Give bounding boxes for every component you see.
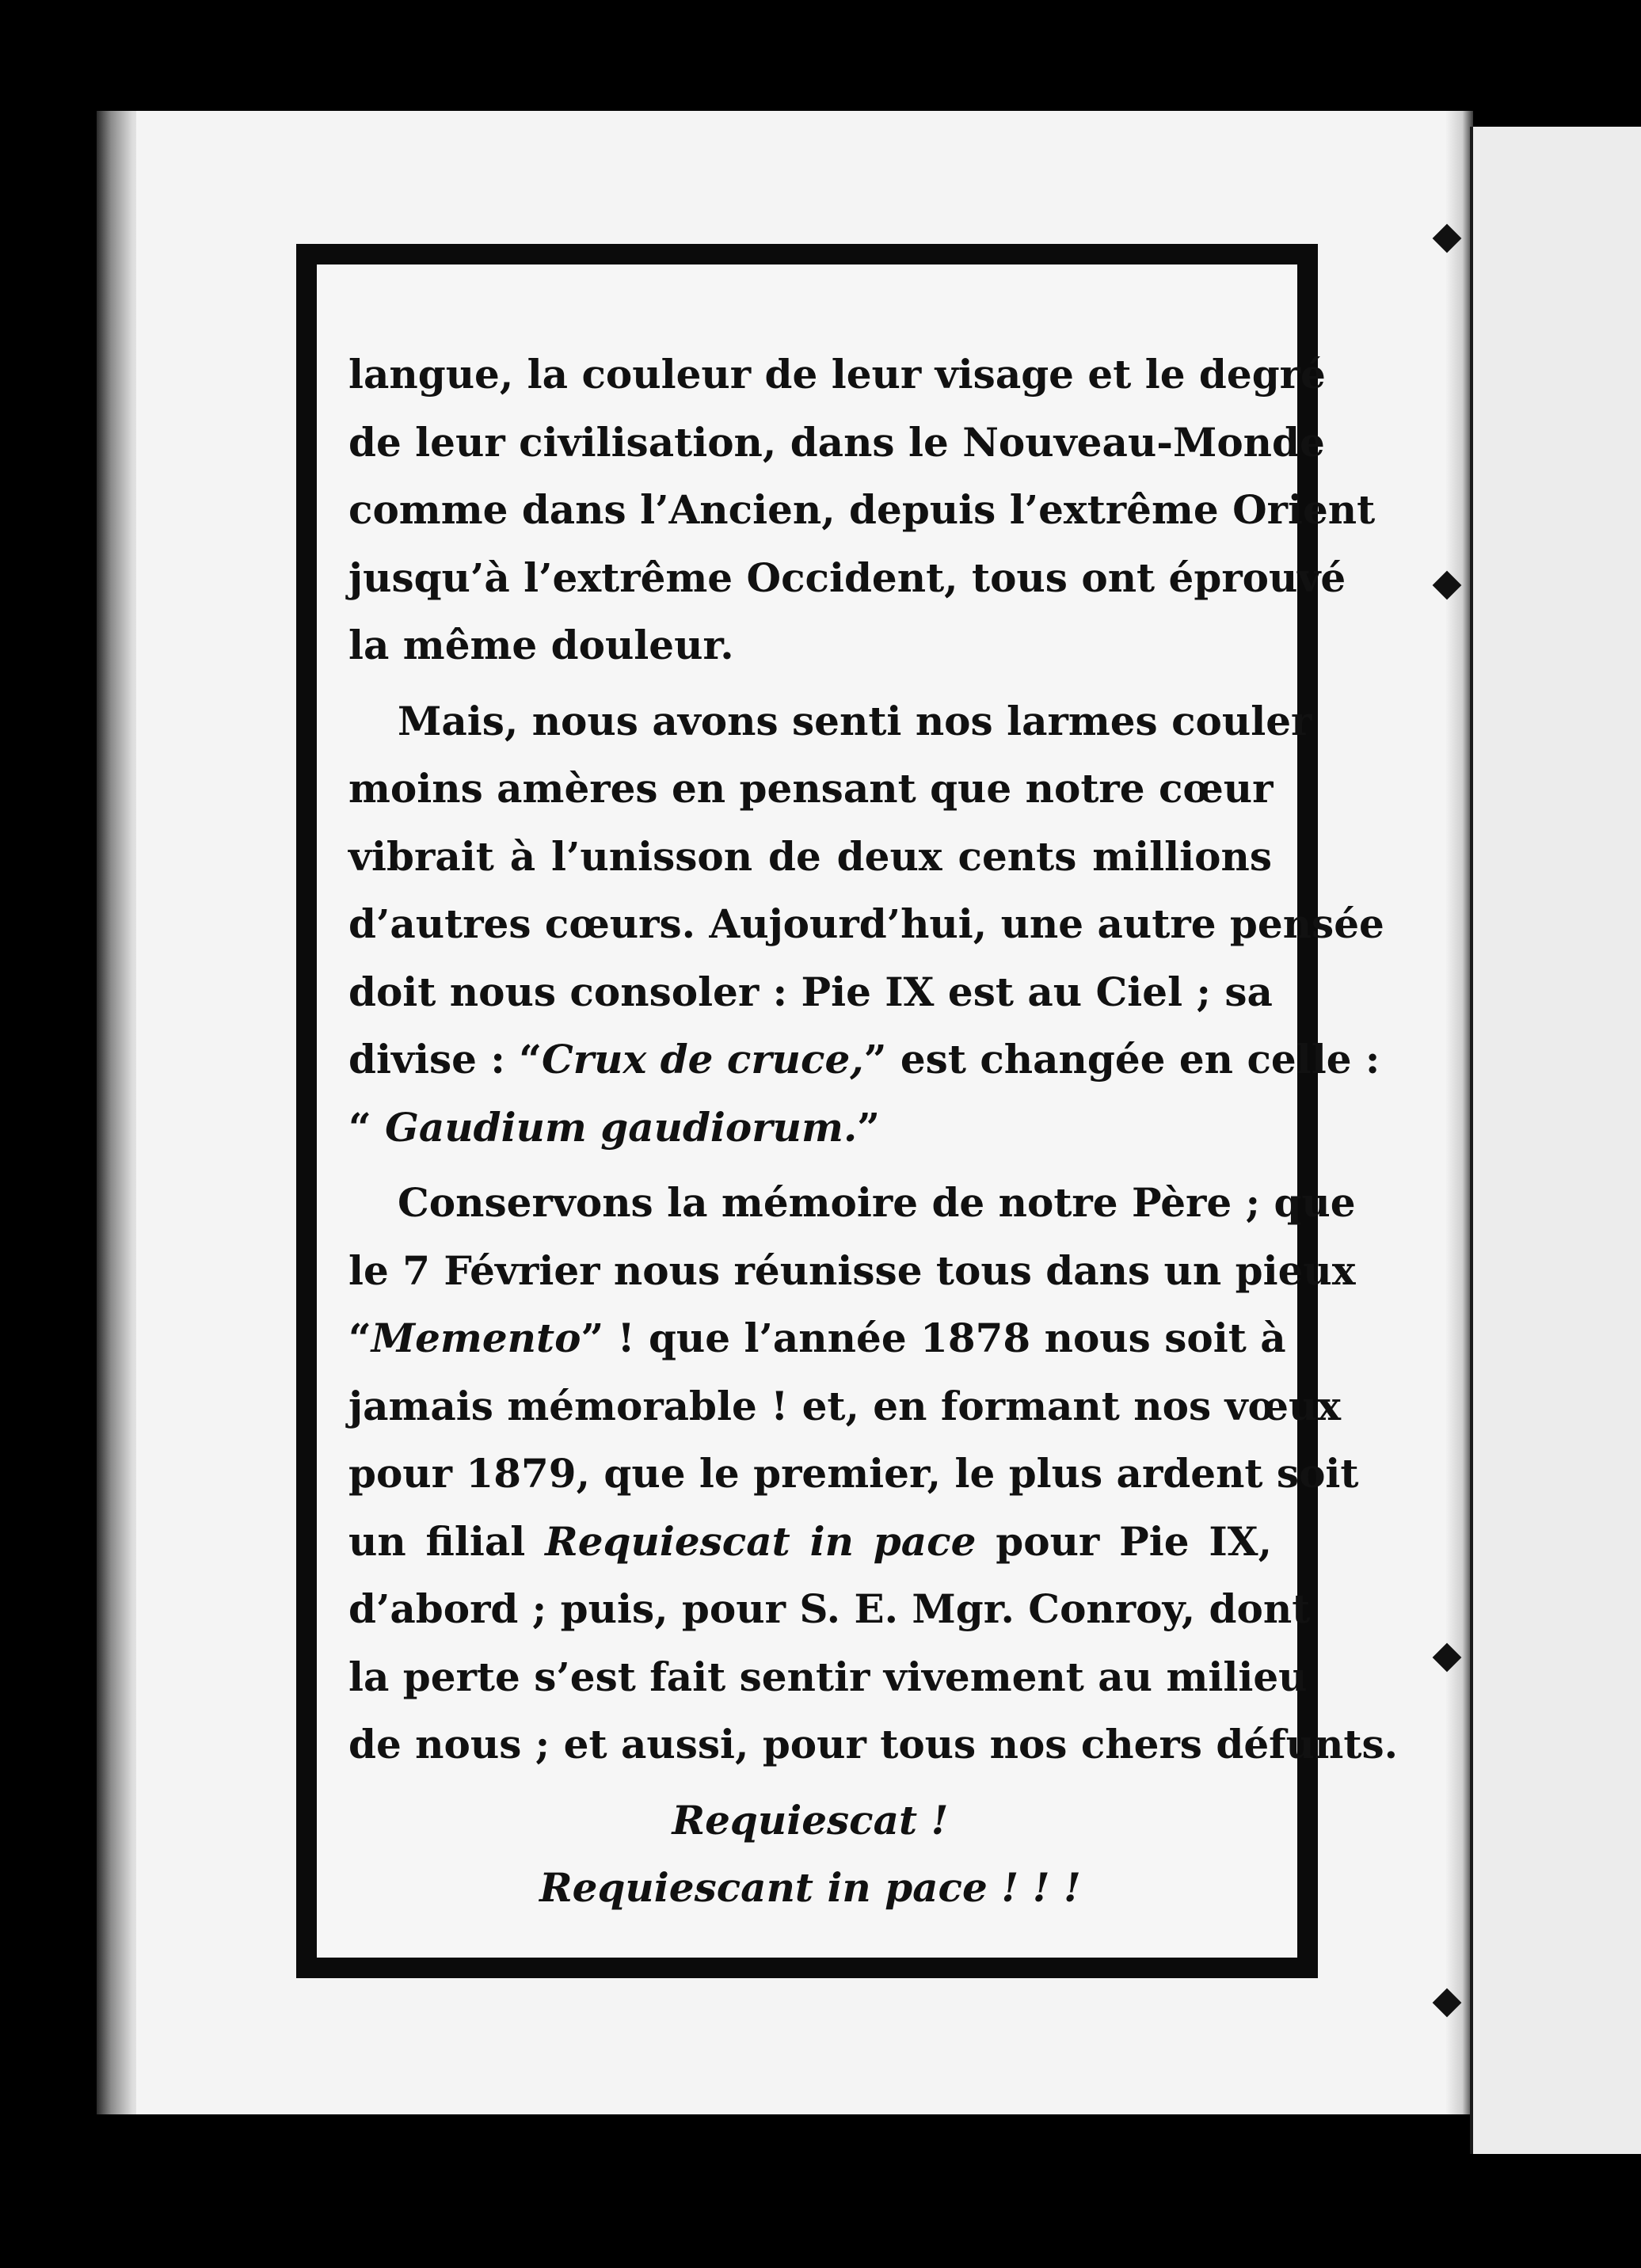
text-line: doit nous consoler : Pie IX est au Ciel ; sa <box>348 968 1273 1015</box>
text-line: d’abord ; puis, pour S. E. Mgr. Conroy, dont <box>348 1585 1311 1632</box>
text-line: de leur civilisation, dans le Nouveau-Monde <box>348 418 1325 466</box>
closing-line: Requiescat ! <box>672 1796 949 1844</box>
text-line: la même douleur. <box>348 622 734 668</box>
facing-page <box>1470 127 1641 2154</box>
latin-motto: Gaudium gaudiorum. <box>385 1103 858 1151</box>
text-line: d’autres cœurs. Aujourd’hui, une autre pensée <box>348 900 1384 947</box>
body-text <box>348 341 1398 1922</box>
text-line: Mais, nous avons senti nos larmes couler <box>398 697 1312 744</box>
text-line: moins amères en pensant que notre cœur <box>348 765 1274 812</box>
latin-word: Memento <box>371 1315 581 1361</box>
text-line: jusqu’à l’extrême Occident, tous ont éprouvé <box>348 554 1346 601</box>
latin-motto: Crux de cruce, <box>542 1036 864 1083</box>
text-line: vibrait à l’unisson de deux cents millions <box>348 832 1272 880</box>
text-line: langue, la couleur de leur visage et le degré <box>348 351 1326 398</box>
text-line: le 7 Février nous réunisse tous dans un pieux <box>348 1246 1356 1294</box>
text-line: “ Gaudium gaudiorum.” <box>348 1103 881 1151</box>
text-line: jamais mémorable ! et, en formant nos vœux <box>348 1382 1342 1429</box>
text-line: de nous ; et aussi, pour tous nos chers défunts. <box>348 1721 1398 1768</box>
closing-line: Requiescant in pace ! ! ! <box>539 1864 1081 1911</box>
text-line: un filial Requiescat in pace pour Pie IX, <box>348 1517 1272 1565</box>
text-line: comme dans l’Ancien, depuis l’extrême Orient <box>348 486 1376 533</box>
latin-phrase: Requiescat in pace <box>545 1517 977 1565</box>
page-edge-right <box>1446 111 1473 2114</box>
text-line: Conservons la mémoire de notre Père ; que <box>398 1179 1356 1226</box>
text-line: la perte s’est fait sentir vivement au milieu <box>348 1653 1308 1700</box>
text-line: pour 1879, que le premier, le plus ardent soit <box>348 1450 1359 1497</box>
text-line: divise : “Crux de cruce,” est changée en celle : <box>348 1036 1380 1083</box>
text-line: “Memento” ! que l’année 1878 nous soit à <box>348 1315 1286 1361</box>
